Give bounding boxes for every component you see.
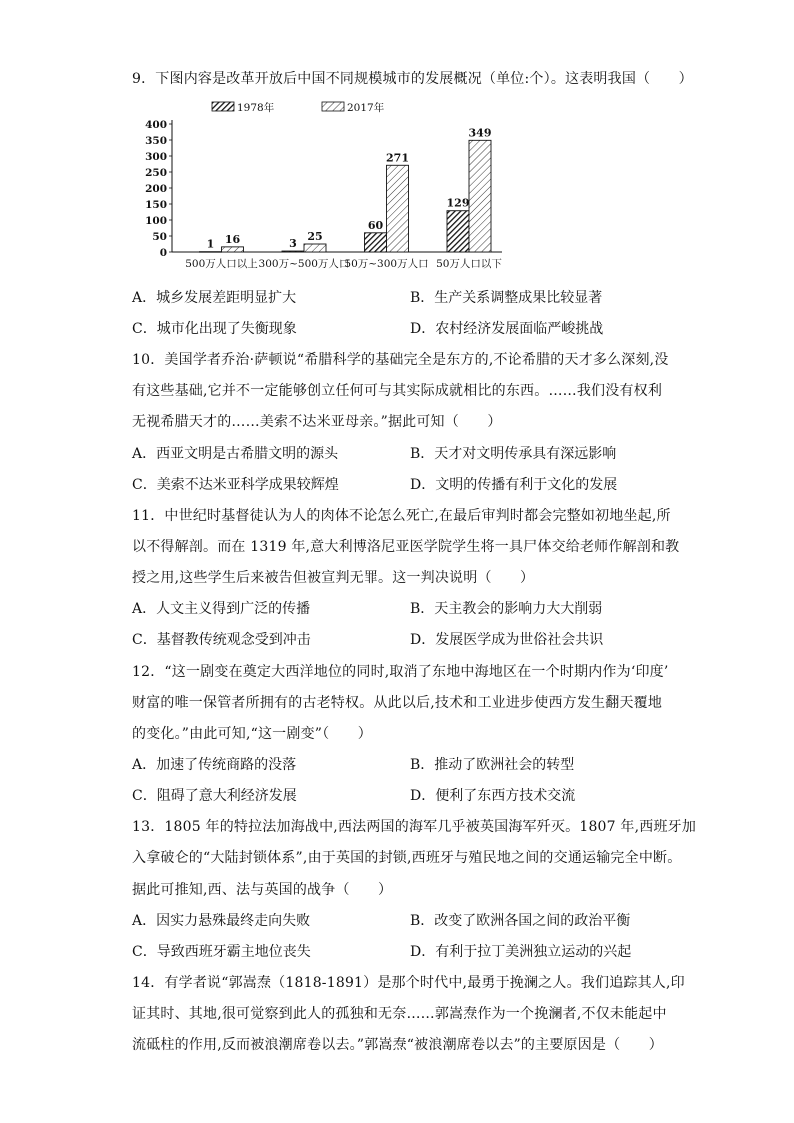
q10-option-c[interactable]: C．美索不达米亚科学成果较辉煌 [132,477,339,493]
q12-option-b[interactable]: B．推动了欧洲社会的转型 [410,757,575,773]
category-label-2: 50万~300万人口 [344,258,429,270]
y-tick-label-2: 100 [145,215,167,227]
y-tick-label-8: 400 [145,119,167,131]
q10-option-a[interactable]: A．西亚文明是古希腊文明的源头 [132,446,339,462]
category-label-3: 50万人口以下 [436,258,502,270]
data-label-1-0: 16 [224,232,241,246]
bar-1-0 [222,247,244,252]
q13-line-3: 据此可推知,西、法与英国的战争（ ） [132,882,393,898]
q13-option-d[interactable]: D．有利于拉丁美洲独立运动的兴起 [410,944,632,960]
data-label-0-0: 1 [206,237,215,251]
q13-option-c[interactable]: C．导致西班牙霸主地位丧失 [132,944,311,960]
city-scale-bar-chart [132,92,512,272]
q14-line-3: 流砥柱的作用,反而被浪潮席卷以去。”郭嵩焘“被浪潮席卷以去”的主要原因是（ ） [132,1037,663,1053]
data-label-0-1: 3 [289,237,297,251]
y-tick-label-5: 250 [145,167,167,179]
q14-line-2: 证其时、其地,很可觉察到此人的孤独和无奈……郭嵩焘作为一个挽澜者,不仅未能起中 [132,1006,667,1022]
chart-legend [212,101,385,114]
legend-swatch-0 [212,102,234,111]
q11-option-a[interactable]: A．人文主义得到广泛的传播 [132,601,311,617]
bar-0-2 [365,233,387,252]
q10-line-3: 无视希腊天才的……美索不达米亚母亲。”据此可知（ ） [132,414,502,430]
legend-label-0: 1978年 [237,102,275,114]
q13-line-1: 13．1805 年的特拉法加海战中,西法两国的海军几乎被英国海军歼灭。1807 年,西班牙加 [132,819,697,835]
bar-1-1 [304,244,326,252]
q13-line-2: 入拿破仑的“大陆封锁体系”,由于英国的封锁,西班牙与殖民地之间的交通运输完全中断。 [132,850,682,866]
legend-label-1: 2017年 [347,102,385,114]
y-tick-label-0: 0 [159,247,167,259]
q12-line-1: 12．“这一剧变在奠定大西洋地位的同时,取消了东地中海地区在一个时期内作为‘印度’ [132,664,669,680]
q9-option-d[interactable]: D．农村经济发展面临严峻挑战 [410,321,604,337]
q12-line-2: 财富的唯一保管者所拥有的古老特权。从此以后,技术和工业进步使西方发生翻天覆地 [132,695,663,711]
bar-1-3 [469,140,491,252]
q10-option-b[interactable]: B．天才对文明传承具有深远影响 [410,446,617,462]
data-label-0-2: 60 [367,218,384,232]
question-9-stem: 9．下图内容是改革开放后中国不同规模城市的发展概况（单位:个）。这表明我国（ ） [132,71,693,87]
data-label-1-1: 25 [307,230,323,243]
data-label-0-3: 129 [446,196,470,210]
bar-0-3 [447,211,469,252]
q13-option-a[interactable]: A．因实力悬殊最终走向失败 [132,913,311,929]
y-tick-label-7: 350 [145,135,167,147]
q9-option-a[interactable]: A．城乡发展差距明显扩大 [132,290,297,306]
q12-option-a[interactable]: A．加速了传统商路的没落 [132,757,297,773]
y-tick-label-4: 200 [145,183,167,195]
y-tick-label-1: 50 [152,231,167,243]
q9-option-b[interactable]: B．生产关系调整成果比较显著 [410,290,603,306]
q11-option-b[interactable]: B．天主教会的影响力大大削弱 [410,601,603,617]
q10-line-2: 有这些基础,它并不一定能够创立任何可与其实际成就相比的东西。……我们没有权利 [132,383,663,399]
y-tick-label-6: 300 [145,151,167,163]
category-label-0: 500万人口以上 [185,258,258,270]
q13-option-b[interactable]: B．改变了欧洲各国之间的政治平衡 [410,913,631,929]
q12-line-3: 的变化。”由此可知,“这一剧变”（ ） [132,726,372,742]
data-label-1-2: 271 [386,151,409,165]
category-label-1: 300万~500万人口 [258,258,350,270]
data-label-1-3: 349 [468,126,492,140]
q11-option-c[interactable]: C．基督教传统观念受到冲击 [132,632,311,648]
q12-option-d[interactable]: D．便利了东西方技术交流 [410,788,576,804]
legend-swatch-1 [322,102,344,111]
q14-line-1: 14．有学者说“郭嵩焘（1818-1891）是那个时代中,最勇于挽澜之人。我们追踪其人,印 [132,975,685,991]
bar-0-0 [200,252,222,253]
y-tick-label-3: 150 [145,199,167,211]
q10-option-d[interactable]: D．文明的传播有利于文化的发展 [410,477,618,493]
q11-line-2: 以不得解剖。而在 1319 年,意大利博洛尼亚医学院学生将一具尸体交给老师作解剖和教 [132,539,680,555]
bar-0-1 [282,251,304,252]
q10-line-1: 10．美国学者乔治·萨顿说“希腊科学的基础完全是东方的,不论希腊的天才多么深刻,没 [132,352,669,368]
q9-option-c[interactable]: C．城市化出现了失衡现象 [132,321,297,337]
q11-line-1: 11．中世纪时基督徒认为人的肉体不论怎么死亡,在最后审判时都会完整如初地坐起,所 [132,508,671,524]
bar-1-2 [387,165,409,252]
q12-option-c[interactable]: C．阻碍了意大利经济发展 [132,788,297,804]
q11-line-3: 授之用,这些学生后来被告但被宣判无罪。这一判决说明（ ） [132,570,535,586]
q11-option-d[interactable]: D．发展医学成为世俗社会共识 [410,632,604,648]
